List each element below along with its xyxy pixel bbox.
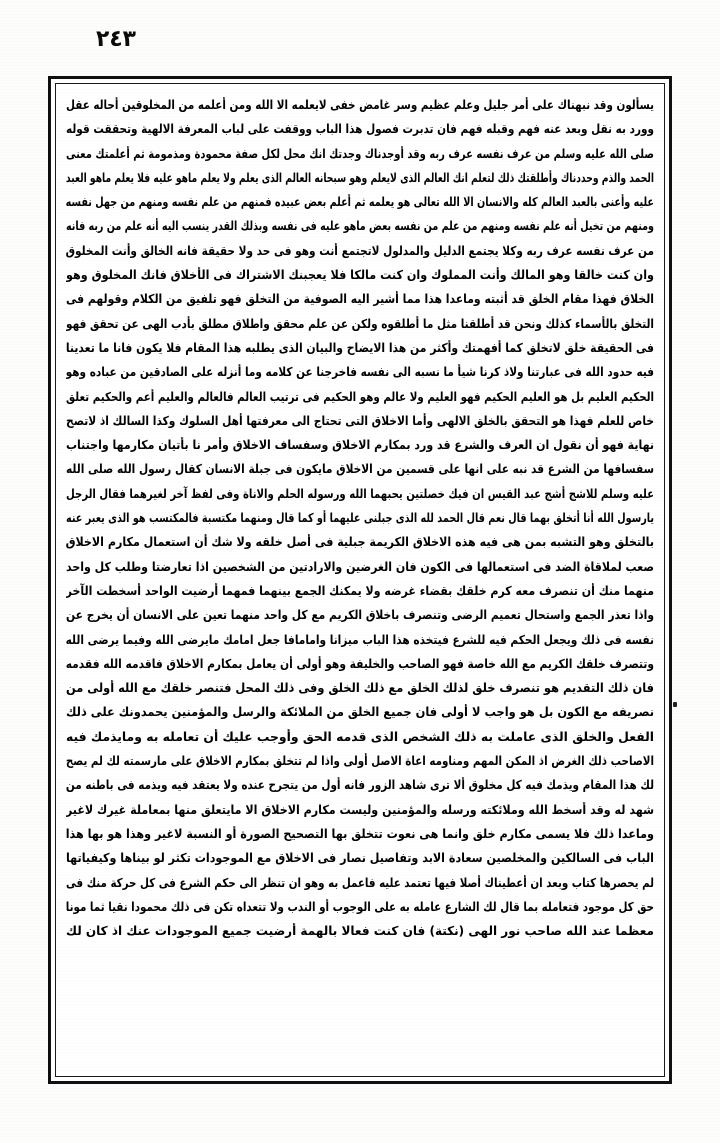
text-line — [66, 676, 654, 700]
text-line — [66, 555, 654, 579]
text-line — [66, 773, 654, 797]
text-line-content: الفعل والخلق الذى عاملت به ذلك الشخص الذى قدمه الحق وأوجب عليك أن تعامله به ومايذمك فيه — [66, 728, 654, 744]
text-line — [66, 263, 654, 287]
text-line — [66, 798, 654, 822]
text-line — [66, 628, 654, 652]
text-line — [66, 239, 654, 263]
text-line — [66, 919, 654, 943]
text-line — [66, 895, 654, 919]
text-line-content: شهد له وقد أسخط الله وملائكته ورسله والمؤمنين وليست مكارم الاخلاق الا مايتعلق منها بمعاملة غيرك لاغير — [66, 801, 654, 817]
text-line-content: سفسافها من الشرع قد نبه على انها على قسمين من الاخلاق مايكون فى جبلة الانسان كقال رسول الله صلى الله — [66, 461, 654, 477]
text-line — [66, 433, 654, 457]
text-line — [66, 822, 654, 846]
text-line — [66, 506, 654, 530]
text-line-content: عليه وأعنى بالعبد العالم كله والانسان الا الله تعالى هو يعلمه ثم أعلم بعض عبيده فمنهم من علم نفسه ومنهم من جهل نفسه — [66, 194, 654, 210]
text-line-content: الحكيم العليم بل هو العليم الحكيم فهو العليم ولا عالم وهو الحكيم فى ترتيب العالم فالعالم والعليم أعم والحكيم تعلق — [66, 388, 654, 404]
text-line-content: نفسه فى ذلك ويجعل الحكم فيه للشرع فيتخذه هذا الباب ميزانا وامامافا جعل امامك مايرضى الله وفيما يرضى الله — [66, 631, 654, 647]
text-line — [66, 579, 654, 603]
text-line-content: منهما منك أن تنصرف معه كرم خلقك بقضاء غرضه ولا يمكنك الجمع بينهما فمهما أرضيت الواحد أسخطت الآخر — [66, 582, 654, 598]
text-line-content: نصريفه مع الكون بل هو واجب لا أولى فان جميع الخلق من الملائكة والرسل والمؤمنين يحمدونك على ذلك — [66, 704, 654, 720]
text-line — [66, 385, 654, 409]
text-line-content: بالتخلق وهو التشبه بمن هى فيه هذه الاخلاق الكريمة جبلية فى أصل خلقه ولا شك أن استعمال مكارم الاخلاق — [66, 534, 654, 550]
page-border-frame — [48, 76, 672, 1084]
text-line — [66, 336, 654, 360]
text-line-content: ومنهم من تخيل أنه علم نفسه ومنهم من علم من نفسه بعض ماهو عليه فى نفسه وبذلك القدر ينسب اليه أنه علم من ربه فانه — [66, 218, 654, 234]
text-line-content: لك هذا المقام ويذمك فيه كل مخلوق ألا ترى شاهد الزور فانه أول من يتجرح عنده ولا يعتقد فيه ويذمه فى باطنه من — [66, 777, 654, 793]
text-line-content: وتتصرف خلقك الكريم مع الله خاصة فهو الصاحب والخليفة وهو أولى أن يعامل بمكارم الاخلاق فاقدمه الله فقدمه — [66, 655, 654, 671]
text-line — [66, 93, 654, 117]
text-line — [66, 312, 654, 336]
text-line — [66, 166, 654, 190]
text-line — [66, 117, 654, 141]
text-line-content: صعب لملاقاة الضد فى استعمالها فى الكون فان الغرضين والارادتين من الشخصين اذا تعارضتا وطلب كل واحد — [66, 558, 654, 574]
text-line-content: عليه وسلم للاشج أشج عبد القيس ان فيك خصلتين يحبهما الله ورسوله الحلم والاناة وفى لفظ آخر لغيرهما فقال الرجل — [66, 485, 654, 501]
text-line-content: نهاية فهو أن نقول ان العرف والشرع قد ورد بمكارم الاخلاق وسفساف الاخلاق وأمر نا بأتيان مكارمها واجتناب — [66, 437, 654, 453]
text-line — [66, 603, 654, 627]
text-line — [66, 287, 654, 311]
text-line-content: وورد به نقل وبعد عنه فهم وقبله فهم فان تدبرت فصول هذا الباب ووقفت على لباب المعرفة الالهية وتحققت قوله — [66, 121, 654, 137]
text-line — [66, 360, 654, 384]
text-line-content: حق كل موجود فتعامله بما قال لك الشارع عامله به على الوجوب أو الندب ولا تتعداه تكن فى ذلك محمودا نقيا ثما مونا — [66, 898, 654, 914]
text-line-content: صلى الله عليه وسلم من عرف نفسه عرف ربه وقد أوجدناك وجدتك انك محل لكل صفة محمودة ومذمومة ثم أعلمتك معنى — [66, 145, 654, 161]
text-line — [66, 652, 654, 676]
text-line — [66, 700, 654, 724]
ink-speck-icon — [673, 702, 677, 707]
text-line — [66, 190, 654, 214]
text-line-content: فان ذلك التقديم هو تنصرف خلق لذلك الخلق مع ذلك الخلق وفى ذلك المحل فتنصر خلقك مع الله أولى من — [66, 680, 654, 696]
text-line-content: فيه حدود الله فى عبارتنا ولاذ كرنا شيأ ما نسبه الى نفسه فاخرجنا عن كلامه وما أنزله على الصادقين من عباده وهو — [66, 364, 654, 380]
scan-gutter-shadow — [48, 76, 50, 1084]
text-line-content: يسألون وقد نبهناك على أمر جليل وعلم عظيم وسر غامض خفى لايعلمه الا الله ومن أعلمه من المخلوقين أحاله عقل — [66, 97, 654, 112]
text-line-content: الخلاق فهذا مقام الخلق قد أثبته وماعدا هذا مما أشير اليه الصوفية من التخلق فهو تلفيق من الكلام وقولهم فى — [66, 291, 654, 307]
text-line — [66, 482, 654, 506]
text-line-content: واذا تعذر الجمع واستحال تعميم الرضى وتنصرف باخلاق الكريم مع كل واحد منهما تعين على الانسان أن يخرج عن — [66, 607, 654, 623]
text-line-content: التخلق بالأسماء كذلك ونحن قد أطلقنا مثل ما أطلقوه ولكن عن علم محقق واطلاق مطلق بأدب الهى عن تحقق فهو — [66, 315, 654, 331]
text-line-content: لم يحصرها كتاب وبعد ان أعطيناك أصلا فيها تعتمد عليه فاعمل به وهو ان تنظر الى حكم الشرع فى كل حركة منك فى — [66, 874, 654, 890]
text-line — [66, 846, 654, 870]
text-line — [66, 142, 654, 166]
text-line — [66, 214, 654, 238]
page-border-inner-rule — [55, 83, 665, 1077]
text-line-content: وان كنت خالقا وهو المالك وأنت المملوك وان كنت مالكا فلا يعجبنك الاشتراك فى الأخلاق فانك المخلوق وهو — [66, 267, 654, 283]
text-line — [66, 725, 654, 749]
text-line — [66, 457, 654, 481]
text-line-content: من عرف نفسه عرف ربه وكلا يجتمع الدليل والمدلول لاتجتمع أنت وهو فى حد ولا حقيقة فانه الخالق وأنت المخلوق — [66, 242, 654, 258]
text-line-content: فى الحقيقة خلق لاتخلق كما أفهمتك وأكثر من هذا الايضاح والبيان الذى يطلبه هذا المقام فلا يكون فانا ما تعدينا — [66, 339, 654, 355]
text-line — [66, 871, 654, 895]
text-line-content: خاص للعلم فهذا هو التحقق بالخلق الالهى وأما الاخلاق التى تحتاج الى معرفتها أهل السلوك وكذا السالك اذ لاتصح — [66, 412, 654, 428]
page-number: ٢٤٣ — [96, 26, 137, 52]
text-line-content: وماعدا ذلك فلا يسمى مكارم خلق وانما هى نعوت تتخلق بها التصحيح الصورة أو النسبة لاغير وهذا هو بها هذا — [66, 825, 654, 841]
text-line — [66, 749, 654, 773]
text-line — [66, 530, 654, 554]
text-line-content: يارسول الله أنا أتخلق بهما قال نعم قال الحمد لله الذى جبلنى عليهما أو كما قال ومنهما مكتسبة فالمكتسب هو الذى يعبر عنه — [66, 510, 654, 526]
text-line-content: الحمد والذم وحددناك وأطلقتك ذلك لتعلم انك العالم الذى لايعلم وهو سبحانه العالم الذى يعلم ولا يعلم ماهو عليه فلا يعلم ماهو العبد — [66, 169, 654, 185]
text-line-content: الباب فى السالكين والمخلصين سعادة الابد وتفاصيل نصار فى الاخلاق مع الموجودات تكثر لو بيناها وكيفياتها — [66, 850, 654, 866]
text-block — [66, 93, 654, 1068]
text-line-content: الاصاحب ذلك الغرض اذ المكن المهم ومناومه اعاة الاصل أولى واذا لم تتخلق بمكارم الاخلاق على مارسمته لك لم يصح — [66, 753, 654, 769]
text-line-content: معظما عند الله صاحب نور الهى (نكتة) فان كنت فعالا بالهمة أرضيت جميع الموجودات عنك اذ كان لك — [66, 923, 654, 939]
text-line — [66, 409, 654, 433]
